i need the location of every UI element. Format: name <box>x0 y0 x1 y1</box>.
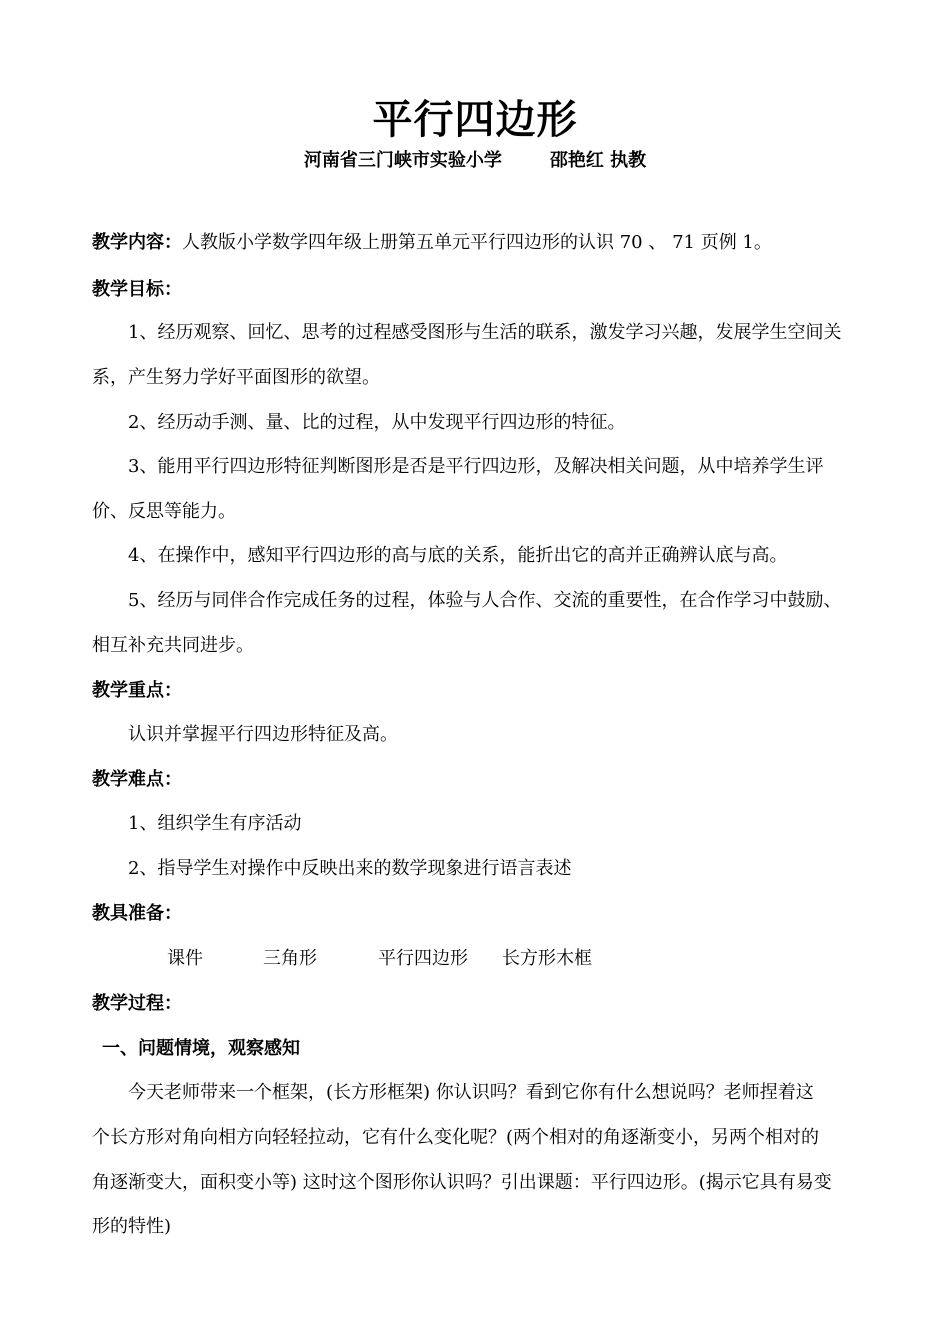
difficulty-2: 2、指导学生对操作中反映出来的数学现象进行语言表述 <box>128 858 572 879</box>
key-points-text: 认识并掌握平行四边形特征及高。 <box>128 724 398 745</box>
goal-1-line-2: 系，产生努力学好平面图形的欲望。 <box>92 367 380 388</box>
teacher-name: 邵艳红 执教 <box>549 150 647 171</box>
goal-5-line-1: 5、经历与同伴合作完成任务的过程，体验与人合作、交流的重要性，在合作学习中鼓励、 <box>128 590 842 611</box>
tool-item: 平行四边形 <box>378 948 468 969</box>
tool-item: 三角形 <box>263 948 317 969</box>
page-title: 平行四边形 <box>372 97 578 143</box>
tools-heading: 教具准备： <box>92 903 182 924</box>
content-label: 教学内容： <box>92 232 182 253</box>
content-text: 人教版小学数学四年级上册第五单元平行四边形的认识 70 、 71 页例 1。 <box>182 232 772 253</box>
author-line <box>0 148 950 174</box>
content-line <box>92 230 882 256</box>
difficulty-1: 1、组织学生有序活动 <box>128 813 302 834</box>
section-1-line-3: 角逐渐变大，面积变小等) 这时这个图形你认识吗？引出课题：平行四边形。(揭示它具有易变 <box>92 1172 832 1193</box>
goals-heading: 教学目标： <box>92 279 182 300</box>
goal-2: 2、经历动手测、量、比的过程，从中发现平行四边形的特征。 <box>128 412 626 433</box>
tool-item: 长方形木框 <box>502 948 592 969</box>
section-1-line-4: 形的特性) <box>92 1216 172 1237</box>
tool-item: 课件 <box>167 948 203 969</box>
section-1-line-1: 今天老师带来一个框架，(长方形框架) 你认识吗？看到它你有什么想说吗？老师捏着这 <box>128 1082 814 1103</box>
process-heading: 教学过程： <box>92 993 182 1014</box>
key-points-heading: 教学重点： <box>92 680 182 701</box>
goal-5-line-2: 相互补充共同进步。 <box>92 635 254 656</box>
goal-3-line-1: 3、能用平行四边形特征判断图形是否是平行四边形，及解决相关问题，从中培养学生评 <box>128 456 824 477</box>
section-1-line-2: 个长方形对角向相方向轻轻拉动，它有什么变化呢？(两个相对的角逐渐变小，另两个相对的 <box>92 1127 820 1148</box>
goal-3-line-2: 价、反思等能力。 <box>92 501 236 522</box>
difficulty-heading: 教学难点： <box>92 769 182 790</box>
goal-4: 4、在操作中，感知平行四边形的高与底的关系，能折出它的高并正确辨认底与高。 <box>128 545 788 566</box>
goal-1-line-1: 1、经历观察、回忆、思考的过程感受图形与生活的联系，激发学习兴趣，发展学生空间关 <box>128 322 842 343</box>
school-name: 河南省三门峡市实验小学 <box>303 150 502 171</box>
section-1-title: 一、问题情境，观察感知 <box>102 1038 300 1059</box>
